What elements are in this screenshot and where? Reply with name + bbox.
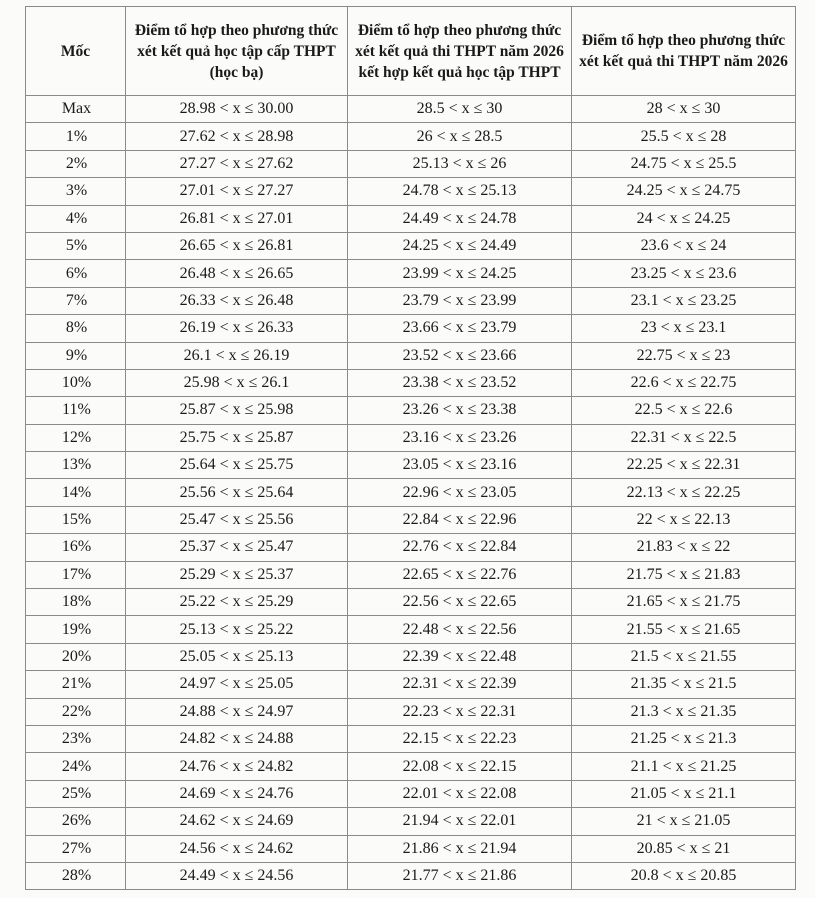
cell-moc: 11%: [26, 397, 126, 424]
table-row: [26, 178, 796, 205]
cell-thi-ket-hop: 22.31 < x ≤ 22.39: [348, 671, 572, 698]
cell-thi-thpt: 21 < x ≤ 21.05: [572, 808, 796, 835]
cell-hoc-ba: 28.98 < x ≤ 30.00: [126, 96, 348, 123]
cell-moc: 2%: [26, 150, 126, 177]
cell-thi-thpt: 24.75 < x ≤ 25.5: [572, 150, 796, 177]
table-row: [26, 123, 796, 150]
cell-thi-thpt: 22.6 < x ≤ 22.75: [572, 369, 796, 396]
cell-thi-ket-hop: 23.16 < x ≤ 23.26: [348, 424, 572, 451]
cell-thi-thpt: 24.25 < x ≤ 24.75: [572, 178, 796, 205]
cell-hoc-ba: 26.81 < x ≤ 27.01: [126, 205, 348, 232]
cell-thi-thpt: 21.35 < x ≤ 21.5: [572, 671, 796, 698]
cell-thi-thpt: 22.13 < x ≤ 22.25: [572, 479, 796, 506]
cell-thi-ket-hop: 22.15 < x ≤ 22.23: [348, 725, 572, 752]
cell-moc: 7%: [26, 287, 126, 314]
table-row: [26, 452, 796, 479]
cell-thi-ket-hop: 22.96 < x ≤ 23.05: [348, 479, 572, 506]
cell-moc: 8%: [26, 315, 126, 342]
cell-thi-ket-hop: 28.5 < x ≤ 30: [348, 96, 572, 123]
cell-hoc-ba: 26.48 < x ≤ 26.65: [126, 260, 348, 287]
table-row: [26, 725, 796, 752]
cell-moc: 1%: [26, 123, 126, 150]
table-row: [26, 232, 796, 259]
cell-hoc-ba: 25.22 < x ≤ 25.29: [126, 589, 348, 616]
table-row: [26, 808, 796, 835]
table-row: [26, 780, 796, 807]
cell-moc: 23%: [26, 725, 126, 752]
cell-thi-thpt: 21.65 < x ≤ 21.75: [572, 589, 796, 616]
cell-thi-ket-hop: 23.79 < x ≤ 23.99: [348, 287, 572, 314]
cell-thi-thpt: 23.6 < x ≤ 24: [572, 232, 796, 259]
cell-thi-ket-hop: 22.08 < x ≤ 22.15: [348, 753, 572, 780]
cell-moc: 10%: [26, 369, 126, 396]
cell-thi-ket-hop: 23.66 < x ≤ 23.79: [348, 315, 572, 342]
table-row: [26, 150, 796, 177]
cell-thi-ket-hop: 22.76 < x ≤ 22.84: [348, 534, 572, 561]
cell-thi-thpt: 21.83 < x ≤ 22: [572, 534, 796, 561]
header-thi-ket-hop: Điểm tổ hợp theo phương thức xét kết quả thi THPT năm 2026 kết hợp kết quả học tập THPT: [348, 7, 572, 96]
table-header-row: [26, 7, 796, 96]
cell-thi-thpt: 22.25 < x ≤ 22.31: [572, 452, 796, 479]
cell-thi-thpt: 20.8 < x ≤ 20.85: [572, 862, 796, 889]
table-row: [26, 96, 796, 123]
cell-thi-ket-hop: 21.77 < x ≤ 21.86: [348, 862, 572, 889]
cell-hoc-ba: 25.05 < x ≤ 25.13: [126, 643, 348, 670]
header-hoc-ba: Điểm tổ hợp theo phương thức xét kết quả học tập cấp THPT (học bạ): [126, 7, 348, 96]
cell-moc: 16%: [26, 534, 126, 561]
cell-hoc-ba: 24.56 < x ≤ 24.62: [126, 835, 348, 862]
cell-hoc-ba: 25.98 < x ≤ 26.1: [126, 369, 348, 396]
cell-thi-thpt: 21.5 < x ≤ 21.55: [572, 643, 796, 670]
cell-moc: 19%: [26, 616, 126, 643]
cell-moc: 18%: [26, 589, 126, 616]
cell-moc: 3%: [26, 178, 126, 205]
cell-moc: 21%: [26, 671, 126, 698]
cell-moc: 14%: [26, 479, 126, 506]
cell-thi-ket-hop: 22.56 < x ≤ 22.65: [348, 589, 572, 616]
cell-moc: 25%: [26, 780, 126, 807]
cell-thi-thpt: 23.1 < x ≤ 23.25: [572, 287, 796, 314]
cell-thi-ket-hop: 22.39 < x ≤ 22.48: [348, 643, 572, 670]
cell-moc: Max: [26, 96, 126, 123]
cell-thi-thpt: 24 < x ≤ 24.25: [572, 205, 796, 232]
table-row: [26, 424, 796, 451]
table-row: [26, 260, 796, 287]
cell-thi-ket-hop: 23.52 < x ≤ 23.66: [348, 342, 572, 369]
cell-moc: 24%: [26, 753, 126, 780]
cell-moc: 26%: [26, 808, 126, 835]
cell-thi-ket-hop: 23.38 < x ≤ 23.52: [348, 369, 572, 396]
cell-thi-ket-hop: 22.65 < x ≤ 22.76: [348, 561, 572, 588]
cell-thi-ket-hop: 21.86 < x ≤ 21.94: [348, 835, 572, 862]
table-row: [26, 342, 796, 369]
table-row: [26, 534, 796, 561]
table-body: [26, 96, 796, 890]
cell-thi-ket-hop: 22.01 < x ≤ 22.08: [348, 780, 572, 807]
cell-hoc-ba: 24.62 < x ≤ 24.69: [126, 808, 348, 835]
cell-hoc-ba: 25.47 < x ≤ 25.56: [126, 506, 348, 533]
cell-thi-ket-hop: 24.49 < x ≤ 24.78: [348, 205, 572, 232]
cell-hoc-ba: 25.56 < x ≤ 25.64: [126, 479, 348, 506]
cell-hoc-ba: 25.37 < x ≤ 25.47: [126, 534, 348, 561]
cell-thi-ket-hop: 23.26 < x ≤ 23.38: [348, 397, 572, 424]
cell-moc: 28%: [26, 862, 126, 889]
cell-thi-thpt: 21.55 < x ≤ 21.65: [572, 616, 796, 643]
table-row: [26, 479, 796, 506]
cell-hoc-ba: 24.88 < x ≤ 24.97: [126, 698, 348, 725]
cell-hoc-ba: 25.13 < x ≤ 25.22: [126, 616, 348, 643]
cell-moc: 22%: [26, 698, 126, 725]
cell-hoc-ba: 26.33 < x ≤ 26.48: [126, 287, 348, 314]
table-row: [26, 698, 796, 725]
table-row: [26, 506, 796, 533]
cell-moc: 20%: [26, 643, 126, 670]
cell-moc: 5%: [26, 232, 126, 259]
cell-thi-ket-hop: 25.13 < x ≤ 26: [348, 150, 572, 177]
cell-moc: 4%: [26, 205, 126, 232]
table-row: [26, 561, 796, 588]
cell-thi-thpt: 25.5 < x ≤ 28: [572, 123, 796, 150]
cell-thi-thpt: 21.75 < x ≤ 21.83: [572, 561, 796, 588]
cell-hoc-ba: 27.62 < x ≤ 28.98: [126, 123, 348, 150]
cell-thi-thpt: 22.75 < x ≤ 23: [572, 342, 796, 369]
table-row: [26, 369, 796, 396]
cell-thi-ket-hop: 23.05 < x ≤ 23.16: [348, 452, 572, 479]
table-row: [26, 616, 796, 643]
cell-moc: 9%: [26, 342, 126, 369]
cell-hoc-ba: 25.64 < x ≤ 25.75: [126, 452, 348, 479]
cell-thi-thpt: 21.05 < x ≤ 21.1: [572, 780, 796, 807]
table-row: [26, 862, 796, 889]
cell-hoc-ba: 27.27 < x ≤ 27.62: [126, 150, 348, 177]
cell-thi-ket-hop: 22.23 < x ≤ 22.31: [348, 698, 572, 725]
table-row: [26, 671, 796, 698]
table-row: [26, 287, 796, 314]
cell-thi-ket-hop: 23.99 < x ≤ 24.25: [348, 260, 572, 287]
table-row: [26, 753, 796, 780]
cell-hoc-ba: 25.29 < x ≤ 25.37: [126, 561, 348, 588]
cell-thi-ket-hop: 26 < x ≤ 28.5: [348, 123, 572, 150]
cell-thi-thpt: 21.3 < x ≤ 21.35: [572, 698, 796, 725]
cell-thi-ket-hop: 21.94 < x ≤ 22.01: [348, 808, 572, 835]
cell-hoc-ba: 26.65 < x ≤ 26.81: [126, 232, 348, 259]
cell-thi-thpt: 28 < x ≤ 30: [572, 96, 796, 123]
table-row: [26, 835, 796, 862]
table-row: [26, 589, 796, 616]
cell-thi-ket-hop: 22.48 < x ≤ 22.56: [348, 616, 572, 643]
cell-thi-thpt: 22.5 < x ≤ 22.6: [572, 397, 796, 424]
cell-hoc-ba: 24.69 < x ≤ 24.76: [126, 780, 348, 807]
cell-thi-thpt: 22 < x ≤ 22.13: [572, 506, 796, 533]
cell-thi-ket-hop: 22.84 < x ≤ 22.96: [348, 506, 572, 533]
score-conversion-table: [25, 6, 796, 890]
cell-hoc-ba: 27.01 < x ≤ 27.27: [126, 178, 348, 205]
cell-moc: 17%: [26, 561, 126, 588]
table-row: [26, 315, 796, 342]
cell-thi-thpt: 21.25 < x ≤ 21.3: [572, 725, 796, 752]
table-row: [26, 397, 796, 424]
header-thi-thpt: Điểm tổ hợp theo phương thức xét kết quả thi THPT năm 2026: [572, 7, 796, 96]
cell-hoc-ba: 24.82 < x ≤ 24.88: [126, 725, 348, 752]
header-moc: Mốc: [26, 7, 126, 96]
table-row: [26, 205, 796, 232]
cell-hoc-ba: 25.87 < x ≤ 25.98: [126, 397, 348, 424]
cell-moc: 12%: [26, 424, 126, 451]
cell-hoc-ba: 24.76 < x ≤ 24.82: [126, 753, 348, 780]
cell-thi-thpt: 23.25 < x ≤ 23.6: [572, 260, 796, 287]
cell-thi-ket-hop: 24.25 < x ≤ 24.49: [348, 232, 572, 259]
cell-moc: 27%: [26, 835, 126, 862]
cell-thi-thpt: 21.1 < x ≤ 21.25: [572, 753, 796, 780]
cell-hoc-ba: 24.97 < x ≤ 25.05: [126, 671, 348, 698]
cell-hoc-ba: 25.75 < x ≤ 25.87: [126, 424, 348, 451]
cell-hoc-ba: 26.19 < x ≤ 26.33: [126, 315, 348, 342]
table-row: [26, 643, 796, 670]
cell-thi-thpt: 23 < x ≤ 23.1: [572, 315, 796, 342]
cell-moc: 13%: [26, 452, 126, 479]
cell-hoc-ba: 24.49 < x ≤ 24.56: [126, 862, 348, 889]
cell-thi-thpt: 20.85 < x ≤ 21: [572, 835, 796, 862]
cell-thi-ket-hop: 24.78 < x ≤ 25.13: [348, 178, 572, 205]
cell-hoc-ba: 26.1 < x ≤ 26.19: [126, 342, 348, 369]
cell-moc: 15%: [26, 506, 126, 533]
cell-moc: 6%: [26, 260, 126, 287]
cell-thi-thpt: 22.31 < x ≤ 22.5: [572, 424, 796, 451]
